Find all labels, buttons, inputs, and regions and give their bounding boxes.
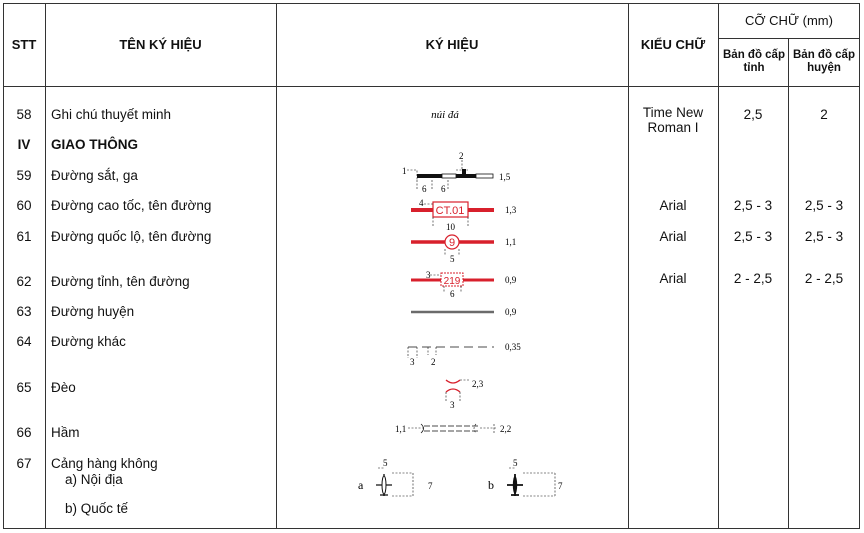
provincial-road-label: 219 [443, 276, 461, 287]
sub-item-international: b) Quốc tế [65, 501, 129, 516]
domestic-airport-symbol [358, 458, 433, 496]
row-stt: 64 [16, 334, 32, 349]
row-name: Đường cao tốc, tên đường [51, 198, 212, 213]
airport-a-dim: 5 [383, 458, 388, 468]
railway-dim: 2 [459, 151, 464, 161]
row-size-province: 2,5 - 3 [733, 198, 773, 213]
mountain-pass-dim: 3 [450, 400, 455, 410]
district-road-dim: 0,9 [505, 307, 517, 317]
expressway-dim: 10 [446, 222, 455, 232]
national-road-dim: 5 [450, 254, 455, 264]
railway-dim: 1,5 [499, 172, 511, 182]
row-stt: 59 [16, 168, 32, 183]
row-name: Ghi chú thuyết minh [51, 107, 172, 122]
row-stt: 58 [16, 107, 32, 122]
row-font: Arial [659, 198, 687, 213]
airport-b-dim: 5 [513, 458, 518, 468]
row-size-province: 2 - 2,5 [733, 271, 773, 286]
row-stt: 67 [16, 456, 32, 471]
international-airport-symbol [488, 458, 563, 496]
row-name: Hầm [51, 425, 80, 440]
expressway-dim: 1,3 [505, 205, 517, 215]
tunnel-symbol [395, 424, 511, 434]
other-road-dim: 2 [431, 357, 436, 367]
railway-dim: 6 [441, 184, 446, 194]
row-name: Đường quốc lộ, tên đường [51, 229, 212, 244]
airport-b-dim: 7 [558, 481, 563, 491]
provincial-road-dim: 6 [450, 289, 455, 299]
header-font: KIỂU CHỮ [640, 37, 706, 52]
row-name: Đường sắt, ga [51, 168, 138, 183]
header-district-map: Bản đồ cấp huyện [793, 49, 855, 74]
national-road-dim: 1,1 [505, 237, 517, 247]
header-province-map: Bản đồ cấp tỉnh [723, 49, 785, 74]
district-road-symbol [411, 307, 517, 317]
row-stt: 63 [16, 304, 32, 319]
row-stt: 62 [16, 274, 32, 289]
row-size-district: 2 - 2,5 [804, 271, 844, 286]
note-symbol-text: núi đá [431, 109, 459, 121]
national-road-label: 9 [448, 237, 456, 249]
mountain-pass-symbol [446, 379, 484, 410]
row-stt: 66 [16, 425, 32, 440]
sub-item-domestic: a) Nội địa [65, 472, 123, 487]
mountain-pass-dim: 2,3 [472, 379, 484, 389]
header-stt: STT [11, 37, 37, 52]
row-size-province: 2,5 - 3 [733, 229, 773, 244]
other-road-dim: 0,35 [505, 342, 521, 352]
row-font: Time New Roman I [642, 105, 704, 135]
header-symbol: KÝ HIỆU [425, 37, 479, 52]
row-size-district: 2 [820, 107, 828, 122]
expressway-symbol [411, 198, 517, 232]
header-name: TÊN KÝ HIỆU [119, 37, 202, 52]
row-stt: IV [17, 137, 31, 152]
tunnel-dim: 2,2 [500, 424, 512, 434]
other-road-symbol [408, 342, 521, 367]
airport-a-label: a [358, 478, 364, 492]
row-name: Cảng hàng không [51, 456, 158, 471]
row-stt: 61 [16, 229, 32, 244]
row-font: Arial [659, 229, 687, 244]
expressway-label: CT.01 [435, 205, 465, 217]
other-road-dim: 3 [410, 357, 415, 367]
airport-a-dim: 7 [428, 481, 433, 491]
row-stt: 65 [16, 380, 32, 395]
expressway-dim: 4 [419, 198, 424, 208]
row-name: GIAO THÔNG [51, 137, 138, 152]
national-road-symbol [411, 235, 516, 264]
railway-dim: 6 [422, 184, 427, 194]
row-name: Đường huyện [51, 304, 135, 319]
provincial-road-symbol [411, 270, 517, 299]
row-font: Arial [659, 271, 687, 286]
railway-symbol [402, 151, 511, 194]
row-stt: 60 [16, 198, 32, 213]
row-name: Đường khác [51, 334, 126, 349]
header-font-size: CỠ CHỮ (mm) [745, 13, 833, 28]
provincial-road-dim: 0,9 [505, 275, 517, 285]
railway-dim: 1 [402, 166, 407, 176]
row-size-district: 2,5 - 3 [804, 229, 844, 244]
airport-b-label: b [488, 478, 494, 492]
row-name: Đường tỉnh, tên đường [51, 274, 190, 289]
row-name: Đèo [51, 380, 76, 395]
row-size-district: 2,5 - 3 [804, 198, 844, 213]
provincial-road-dim: 3 [426, 270, 431, 280]
tunnel-dim: 1,1 [395, 424, 407, 434]
row-size-province: 2,5 [743, 107, 763, 122]
